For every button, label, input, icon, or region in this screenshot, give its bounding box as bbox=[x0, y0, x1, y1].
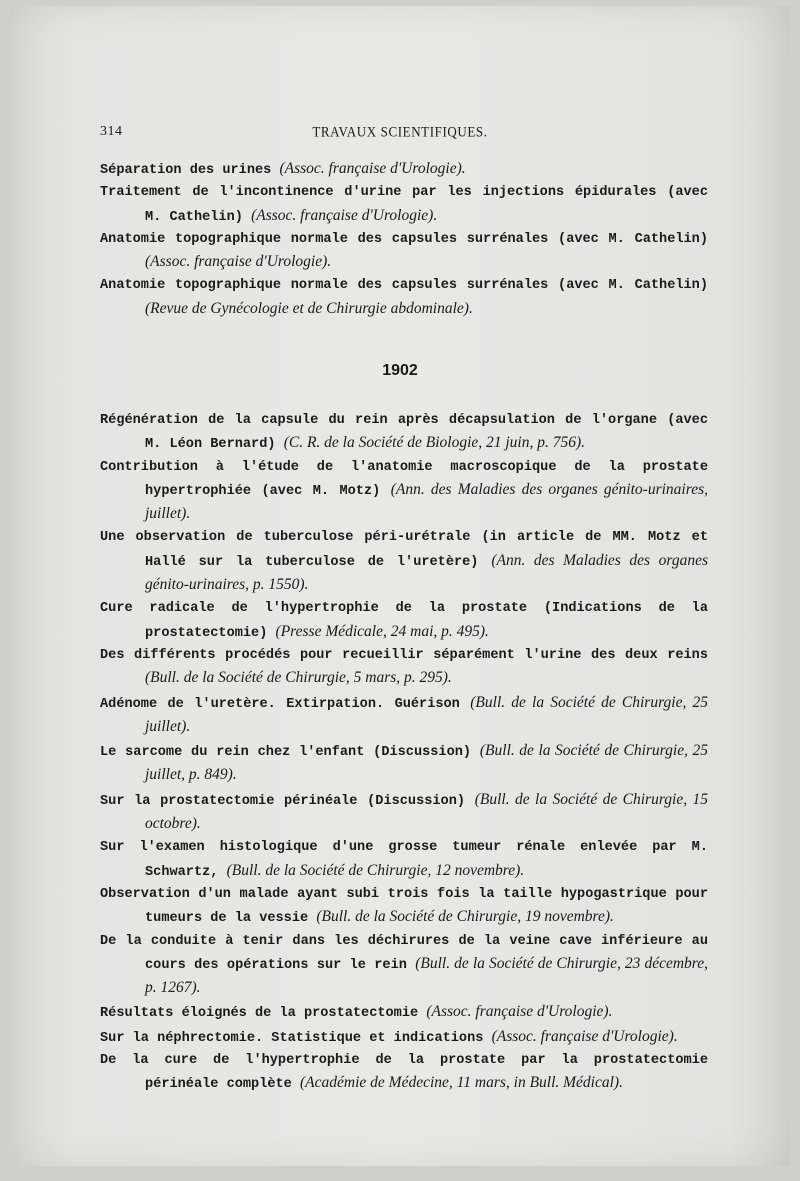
bibliography-entry bbox=[100, 410, 708, 457]
entry-source: (Ann. des Maladies des organes génito-urinaires, p. 1550). bbox=[145, 551, 708, 594]
entry-title: Des différents procédés pour recueillir séparément l'urine des deux reins bbox=[100, 647, 708, 663]
entry-source: (Presse Médicale, 24 mai, p. 495). bbox=[275, 622, 489, 640]
entry-title: Contribution à l'étude de l'anatomie macroscopique de la prostate hypertrophiée (avec M. Motz) bbox=[100, 459, 708, 499]
bibliography-entry bbox=[100, 598, 708, 645]
bibliography-entry bbox=[100, 884, 708, 931]
entry-title: Résultats éloignés de la prostatectomie bbox=[100, 1006, 419, 1022]
bibliography-entry bbox=[100, 1026, 708, 1050]
entry-source: (Bull. de la Société de Chirurgie, 5 mars, p. 295). bbox=[145, 669, 452, 687]
bibliography-entry bbox=[100, 158, 708, 182]
page-number: 314 bbox=[100, 124, 123, 139]
entry-source: (Assoc. française d'Urologie). bbox=[491, 1027, 678, 1045]
entry-title: Régénération de la capsule du rein après décapsulation de l'organe (avec M. Léon Bernard) bbox=[100, 413, 708, 453]
entry-source: (Bull. de la Société de Chirurgie, 23 décembre, p. 1267). bbox=[145, 954, 708, 997]
entry-source: (Bull. de la Société de Chirurgie, 19 novembre). bbox=[316, 908, 614, 926]
year-heading: 1902 bbox=[382, 362, 418, 379]
entry-title: Séparation des urines bbox=[100, 163, 272, 178]
bibliography-entry bbox=[100, 740, 708, 789]
entry-source: (Ann. des Maladies des organes génito-urinaires, juillet). bbox=[145, 480, 708, 523]
entries-list-1902 bbox=[100, 410, 708, 1097]
entry-title: Anatomie topographique normale des capsules surrénales (avec M. Cathelin) bbox=[100, 278, 708, 294]
entry-title: Adénome de l'uretère. Extirpation. Guérison bbox=[100, 696, 460, 712]
entry-source: (Bull. de la Société de Chirurgie, 12 novembre). bbox=[226, 861, 525, 879]
entry-source: (Assoc. française d'Urologie). bbox=[426, 1003, 613, 1021]
entry-title: De la cure de l'hypertrophie de la prostate par la prostatectomie périnéale complète bbox=[100, 1053, 708, 1093]
running-head-title: TRAVAUX SCIENTIFIQUES. bbox=[312, 122, 488, 141]
bibliography-entry bbox=[100, 527, 708, 598]
entry-source: (Assoc. française d'Urologie). bbox=[279, 160, 466, 177]
bibliography-entry bbox=[100, 182, 708, 229]
running-head bbox=[100, 124, 700, 144]
entry-source: (Assoc. française d'Urologie). bbox=[251, 206, 438, 224]
entry-source: (Bull. de la Société de Chirurgie, 15 octobre). bbox=[145, 790, 708, 833]
entry-title: Sur la néphrectomie. Statistique et indications bbox=[100, 1030, 484, 1046]
bibliography-entry bbox=[100, 837, 708, 884]
bibliography-entry bbox=[100, 229, 708, 276]
bibliography-entry bbox=[100, 789, 708, 838]
bibliography-entry bbox=[100, 457, 708, 528]
entry-source: (Académie de Médecine, 11 mars, in Bull. Médical). bbox=[300, 1074, 623, 1092]
entry-source: (Bull. de la Société de Chirurgie, 25 juillet). bbox=[145, 693, 708, 735]
entries-list-top bbox=[100, 158, 708, 322]
entry-title: Une observation de tuberculose péri-urétrale (in article de MM. Motz et Hallé sur la tuberculose de l'uretère) bbox=[100, 530, 708, 570]
entry-source: (C. R. de la Société de Biologie, 21 juin, p. 756). bbox=[283, 434, 586, 452]
bibliography-entry bbox=[100, 931, 708, 1002]
entry-title: Traitement de l'incontinence d'urine par les injections épidurales (avec M. Cathelin) bbox=[100, 185, 708, 225]
entry-title: De la conduite à tenir dans les déchirures de la veine cave inférieure au cours des opérations sur le rein bbox=[100, 933, 708, 973]
entry-source: (Bull. de la Société de Chirurgie, 25 juillet, p. 849). bbox=[145, 742, 708, 784]
entry-title: Le sarcome du rein chez l'enfant (Discussion) bbox=[100, 745, 472, 761]
book-page bbox=[10, 6, 790, 1166]
entry-title: Anatomie topographique normale des capsules surrénales (avec M. Cathelin) bbox=[100, 231, 708, 247]
entry-title: Observation d'un malade ayant subi trois fois la taille hypogastrique pour tumeurs de la vessie bbox=[100, 886, 708, 927]
bibliography-entry bbox=[100, 1050, 708, 1097]
entry-title: Sur l'examen histologique d'une grosse tumeur rénale enlevée par M. Schwartz, bbox=[100, 840, 708, 880]
entry-title: Cure radicale de l'hypertrophie de la prostate (Indications de la prostatectomie) bbox=[100, 601, 708, 641]
bibliography-entry bbox=[100, 645, 708, 692]
entry-source: (Assoc. française d'Urologie). bbox=[145, 253, 332, 271]
entry-title: Sur la prostatectomie périnéale (Discussion) bbox=[100, 793, 466, 809]
bibliography-entry bbox=[100, 692, 708, 741]
entry-source: (Revue de Gynécologie et de Chirurgie abdominale). bbox=[145, 299, 473, 317]
bibliography-entry bbox=[100, 1001, 708, 1025]
bibliography-entry bbox=[100, 275, 708, 322]
